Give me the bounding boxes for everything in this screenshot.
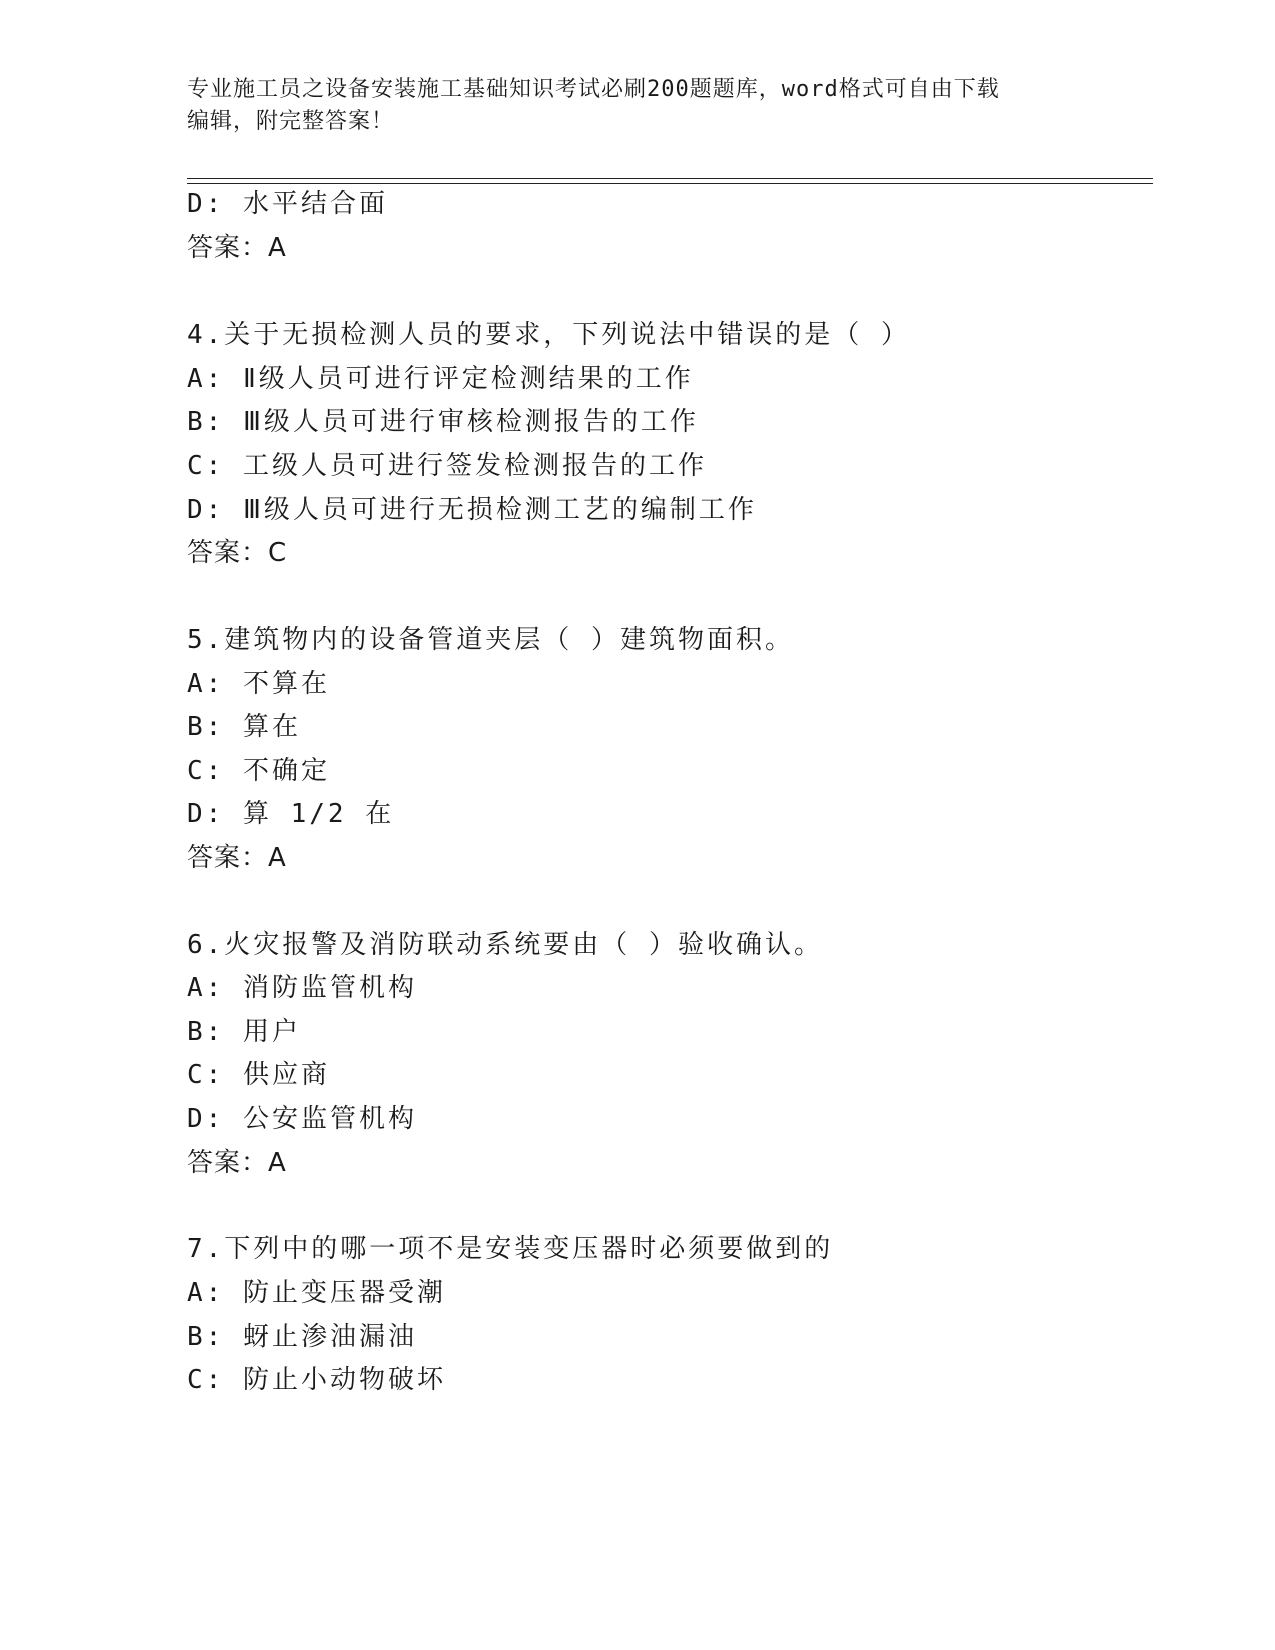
option-line: A: 防止变压器受潮 (187, 1278, 446, 1308)
option-line: A: 消防监管机构 (187, 973, 417, 1003)
answer-line: 答案：C (187, 538, 288, 568)
option-line: B: Ⅲ级人员可进行审核检测报告的工作 (187, 407, 699, 437)
option-line: C: 供应商 (187, 1060, 330, 1090)
header-title-line-1: 专业施工员之设备安装施工基础知识考试必刷200题题库，word格式可自由下载 (187, 77, 1000, 102)
question-line: 6.火灾报警及消防联动系统要由（ ）验收确认。 (187, 930, 823, 960)
question-line: 7.下列中的哪一项不是安装变压器时必须要做到的 (187, 1234, 834, 1264)
option-line: A: 不算在 (187, 669, 330, 699)
question-line: 5.建筑物内的设备管道夹层（ ）建筑物面积。 (187, 625, 794, 655)
header-title-line-2: 编辑，附完整答案！ (187, 109, 395, 134)
header-divider-top (187, 178, 1153, 179)
option-line: B: 蚜止渗油漏油 (187, 1322, 417, 1352)
option-line: D: 公安监管机构 (187, 1104, 417, 1134)
option-line: D: 水平结合面 (187, 189, 388, 219)
option-line: A: Ⅱ级人员可进行评定检测结果的工作 (187, 364, 694, 394)
option-line: C: 工级人员可进行签发检测报告的工作 (187, 451, 707, 481)
option-line: C: 不确定 (187, 756, 330, 786)
document-header (187, 74, 1087, 138)
option-line: B: 用户 (187, 1017, 301, 1047)
option-line: D: Ⅲ级人员可进行无损检测工艺的编制工作 (187, 495, 757, 525)
answer-line: 答案：A (187, 1148, 287, 1178)
answer-line: 答案：A (187, 843, 287, 873)
answer-line: 答案：A (187, 233, 287, 263)
header-divider-bottom (187, 183, 1153, 184)
question-line: 4.关于无损检测人员的要求，下列说法中错误的是（ ） (187, 320, 910, 350)
option-line: B: 算在 (187, 712, 301, 742)
option-line: C: 防止小动物破坏 (187, 1365, 446, 1395)
option-line: D: 算 1/2 在 (187, 799, 395, 829)
